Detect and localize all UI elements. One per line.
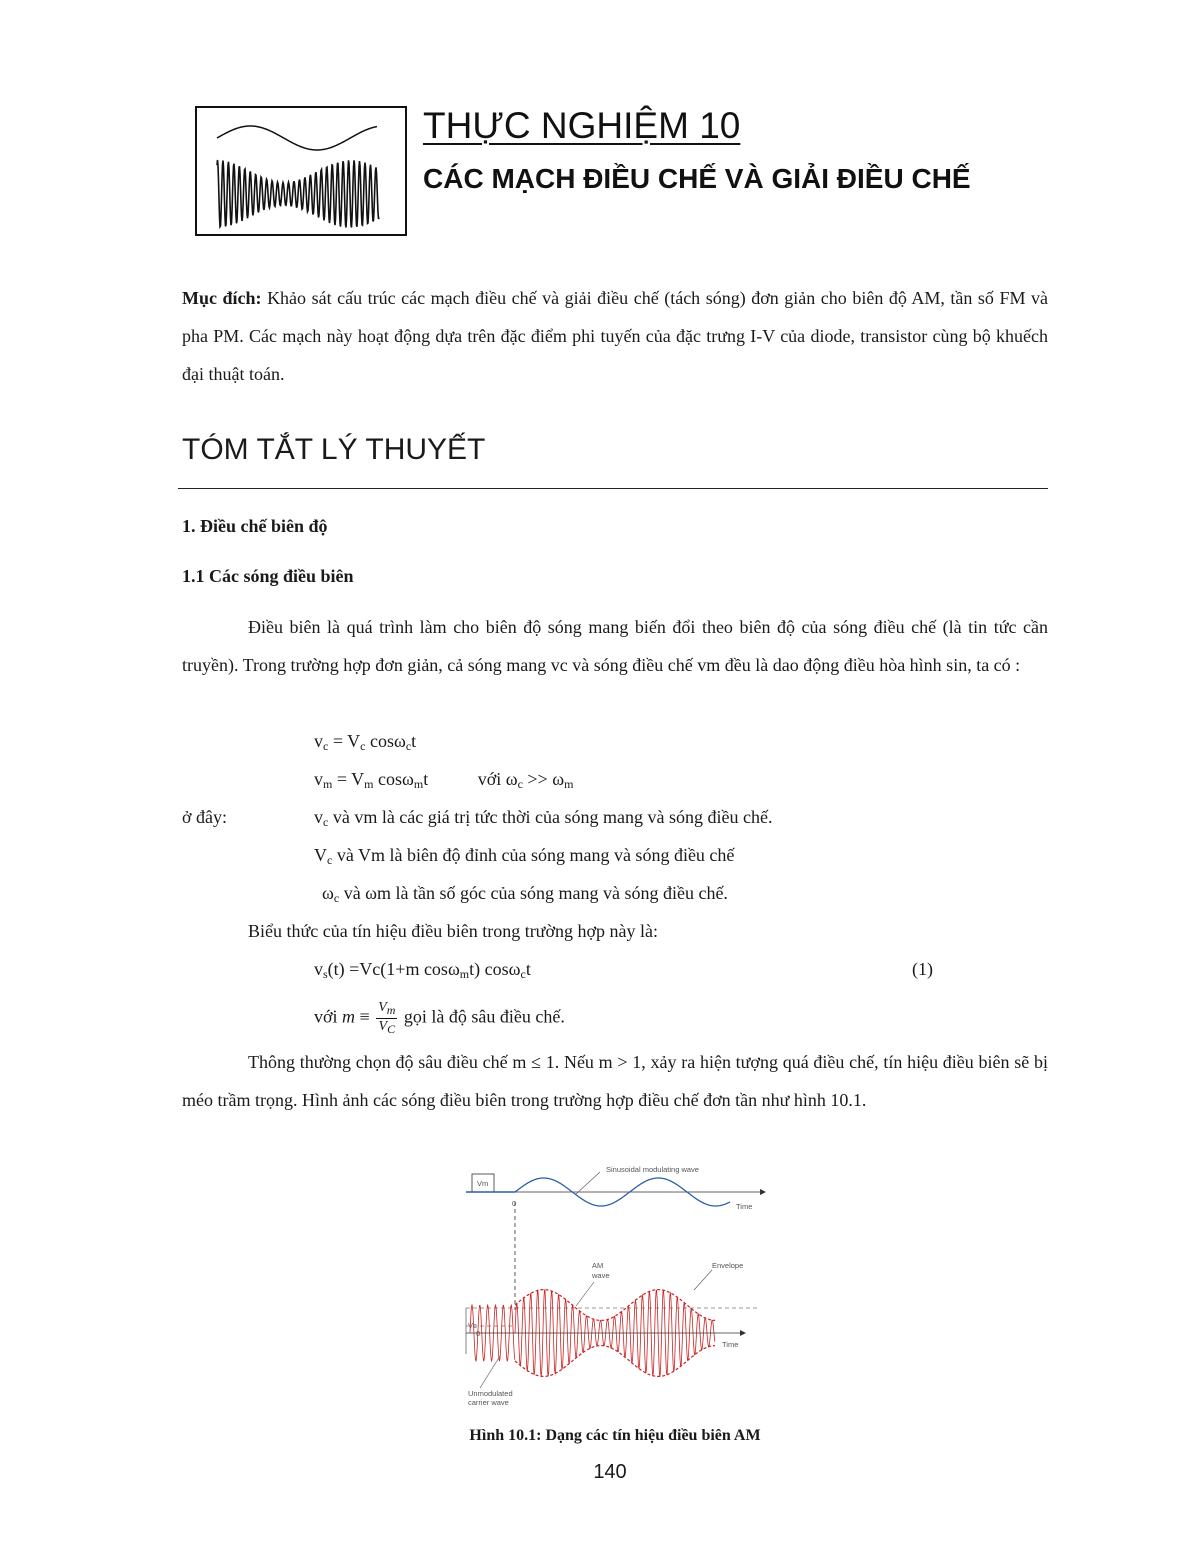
purpose-paragraph: [182, 279, 1048, 393]
top-axis-arrow: [760, 1189, 766, 1195]
intro-paragraph: Điều biên là quá trình làm cho biên độ sóng mang biến đổi theo biên độ của sóng điều chế (là tin tức cần truyền). Trong trường hợp đơn giản, cả sóng mang vc và sóng điều chế vm đều là dao động điều hòa hình sin, ta có :: [182, 617, 1048, 675]
equation-modulating: $v_m = V_m$ cosω$_m$t với $\omega_c >> \omega_m$: [314, 769, 574, 791]
definition-instantaneous: $v_c$ và vm là các giá trị tức thời của sóng mang và sóng điều chế.: [314, 807, 773, 829]
top-time-label: Time: [736, 1202, 753, 1211]
envelope-label: Envelope: [712, 1261, 744, 1270]
expression-intro: Biểu thức của tín hiệu điều biên trong trường hợp này là:: [248, 921, 658, 941]
am-wave-label-2: wave: [592, 1271, 610, 1280]
definition-angular-frequency: $\omega_c$ và ωm là tần số góc của sóng mang và sóng điều chế.: [322, 883, 728, 905]
modulating-wave-label: Sinusoidal modulating wave: [606, 1165, 699, 1174]
purpose-label: Mục đích:: [182, 288, 262, 308]
bottom-time-label: Time: [722, 1340, 739, 1349]
am-signal-figure: [460, 1158, 776, 1414]
modulation-depth-definition: với m ≡ $\frac{V_m}{V_C}$ gọi là độ sâu điều chế.: [314, 1000, 565, 1036]
equation-am-signal: $v_s(t) =Vc(1+m$ cosω$_m$t) cosω$_c$t: [314, 959, 531, 981]
heading-amplitude-modulation: 1. Điều chế biên độ: [182, 516, 328, 536]
definition-amplitude: $V_c$ và Vm là biên độ đỉnh của sóng mang và sóng điều chế: [314, 845, 735, 867]
chapter-logo: [195, 106, 407, 236]
section-divider: [178, 488, 1048, 489]
am-wave-logo: [197, 108, 405, 234]
unmodulated-leader: [480, 1356, 500, 1388]
purpose-text: Khảo sát cấu trúc các mạch điều chế và giải điều chế (tách sóng) đơn giản cho biên độ AM, tần số FM và pha PM. Các mạch này hoạt động dựa trên đặc điểm phi tuyến của đặc trưng I-V của diode, transistor cùng bộ khuếch đại thuật toán.: [182, 288, 1048, 384]
heading-am-waves: 1.1 Các sóng điều biên: [182, 566, 354, 586]
envelope-lower: [515, 1346, 715, 1377]
vm-label: Vm: [477, 1179, 489, 1188]
figure-caption: Hình 10.1: Dạng các tín hiệu điều biên AM: [469, 1427, 761, 1444]
equation-carrier: $v_c = V_c$ cosω$_c$t: [314, 731, 417, 753]
envelope-leader: [694, 1270, 712, 1290]
modulating-leader: [576, 1172, 600, 1194]
chapter-title: THỰC NGHIỆM 10: [423, 105, 741, 146]
am-wave-leader: [576, 1282, 594, 1306]
page-number: 140: [593, 1461, 627, 1483]
unmodulated-label: Unmodulated: [468, 1389, 513, 1398]
section-heading: TÓM TẮT LÝ THUYẾT: [182, 433, 486, 466]
where-label: ở đây:: [182, 807, 228, 827]
top-zero-label: 0: [512, 1199, 517, 1208]
equation-number: (1): [912, 959, 933, 979]
bottom-axis-arrow: [740, 1330, 746, 1336]
chapter-subtitle: CÁC MẠCH ĐIỀU CHẾ VÀ GIẢI ĐIỀU CHẾ: [423, 163, 971, 194]
overmodulation-paragraph: Thông thường chọn độ sâu điều chế m ≤ 1. Nếu m > 1, xảy ra hiện tượng quá điều chế, tín hiệu điều biên sẽ bị méo trầm trọng. Hình ảnh các sóng điều biên trong trường hợp điều chế đơn tần như hình 10.1.: [182, 1052, 1048, 1110]
bottom-zero-label: 0: [476, 1329, 481, 1338]
am-wave-label: AM: [592, 1261, 604, 1270]
unmodulated-label-2: carrier wave: [468, 1398, 509, 1407]
vc-label: Vc: [468, 1321, 477, 1330]
